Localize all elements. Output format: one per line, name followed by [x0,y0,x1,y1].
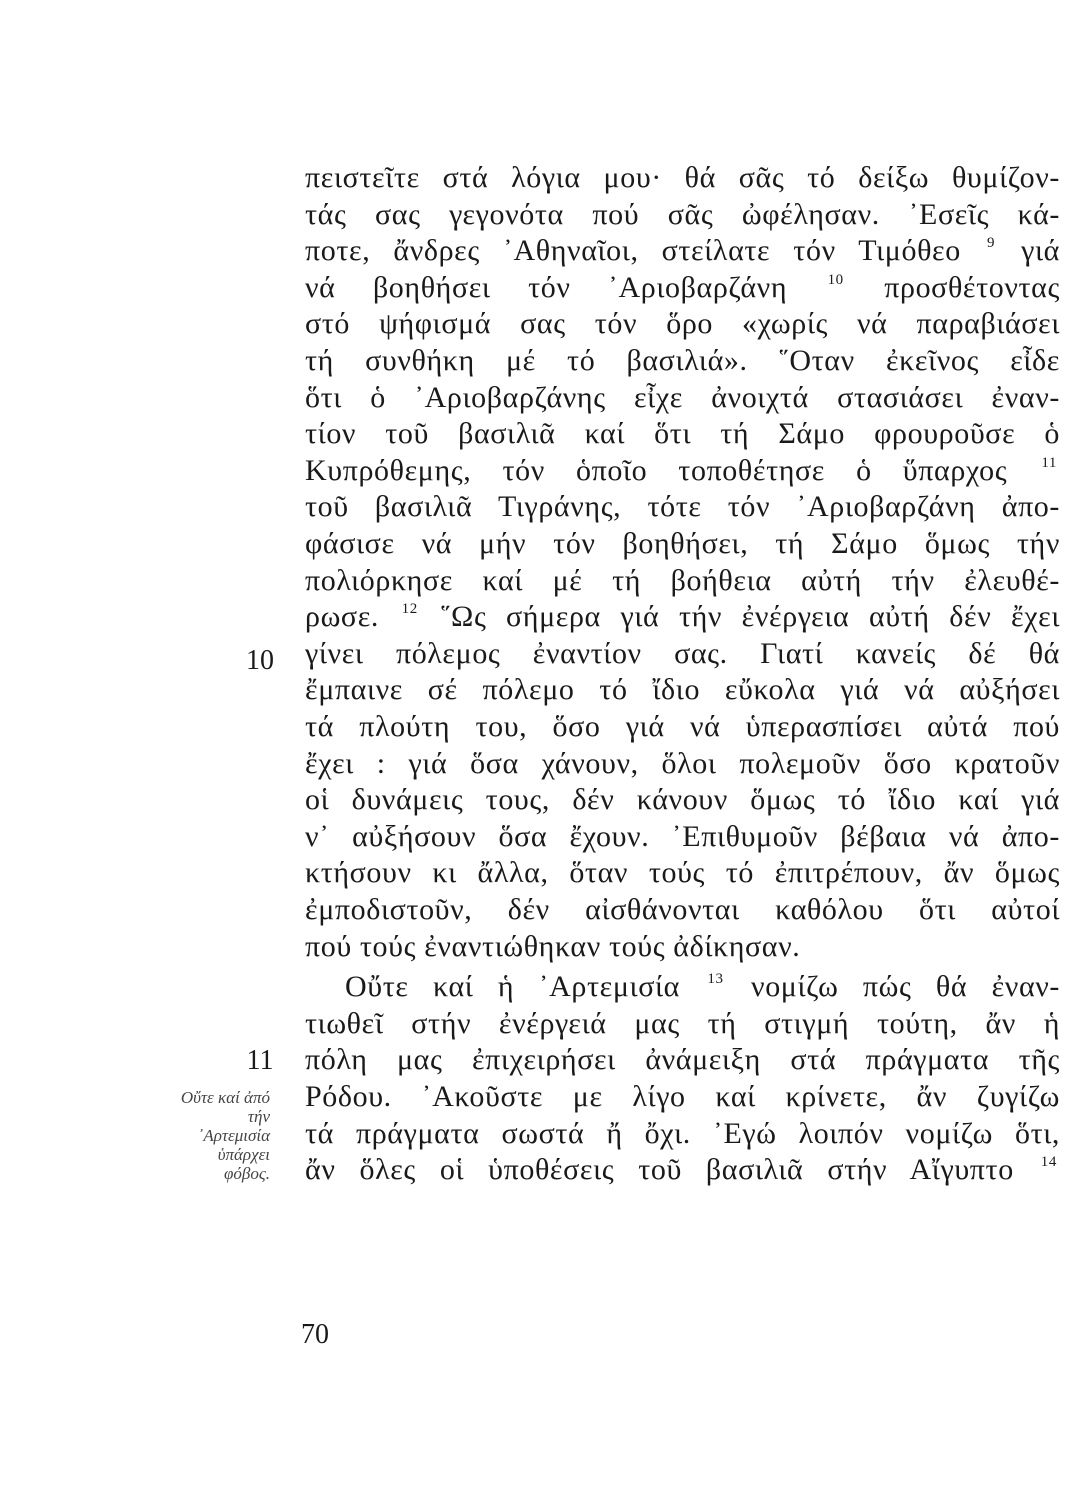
text-segment: προσθέτοντας [884,270,1060,304]
text-segment: νομίζω πώς θά ἐναν- [751,970,1061,1004]
text-segment: τιωθεῖ στήν ἐνέργειά μας τή στιγμή τούτη, ἄν ἡ [305,1006,1060,1040]
text-line [305,416,1060,452]
text-line [305,489,1060,525]
side-note-line: ᾿Αρτεμισία [197,1126,270,1145]
text-line [305,1079,1060,1115]
text-segment: πειστεῖτε στά λόγια μου· θά σᾶς τό δείξω θυμίζον- [305,161,1060,194]
text-segment: ἔμπαινε σέ πόλεμο τό ἴδιο εὔκολα γιά νά αὐξήσει [305,673,1060,707]
text-segment: γιά [1021,234,1060,268]
text-segment: οἱ δυνάμεις τους, δέν κάνουν ὅμως τό ἴδιο καί γιά [305,783,1060,817]
text-line [305,709,1060,745]
footnote-reference: 13 [707,971,724,988]
footnote-reference: 11 [1041,454,1057,471]
text-line [305,636,1060,672]
text-line [305,563,1060,599]
text-line [305,453,1060,489]
text-segment: κτήσουν κι ἄλλα, ὅταν τούς τό ἐπιτρέπουν, ἄν ὅμως [305,856,1060,890]
text-line [305,233,1060,269]
text-segment: ἐμποδιστοῦν, δέν αἰσθάνονται καθόλου ὅτι αὐτοί [305,893,1060,926]
side-note-line: Οὔτε καί ἀπό [180,1088,270,1107]
footnote-reference: 12 [401,601,418,618]
text-segment: Ρόδου. ᾿Ακοῦστε με λίγο καί κρίνετε, ἄν ζυγίζω [305,1080,1060,1113]
text-line [305,782,1060,818]
side-note [118,1088,270,1183]
text-line [305,599,1060,635]
text-segment: τά πλούτη του, ὅσο γιά νά ὑπερασπίσει αὐτά πού [305,710,1060,743]
text-line [305,380,1060,416]
text-segment: πολιόρκησε καί μέ τή βοήθεια αὐτή τήν ἐλευθέ- [305,563,1060,597]
text-segment: Οὔτε καί ἡ ᾿Αρτεμισία [345,970,680,1004]
text-segment: γίνει πόλεμος ἐναντίον σας. Γιατί κανείς δέ θά [305,636,1060,670]
text-segment: ἄν ὅλες οἱ ὑποθέσεις τοῦ βασιλιᾶ στήν Αἴγυπτο [305,1153,1014,1187]
text-line [305,1042,1060,1078]
text-segment: πού τούς ἐναντιώθηκαν τούς ἀδίκησαν. [305,929,801,963]
text-line [305,526,1060,562]
text-segment: ἔχει : γιά ὅσα χάνουν, ὅλοι πολεμοῦν ὅσο κρατοῦν [305,746,1060,780]
text-line [305,892,1060,928]
text-segment: τάς σας γεγονότα πού σᾶς ὠφέλησαν. ᾿Εσεῖς κά- [305,197,1060,231]
text-segment: ὅτι ὁ ᾿Αριοβαρζάνης εἶχε ἀνοιχτά στασιάσει ἐναν- [305,380,1060,414]
text-line [305,929,1060,965]
text-line [305,306,1060,342]
text-segment: ῞Ως σήμερα γιά τήν ἐνέργεια αὐτή δέν ἔχει [440,600,1060,634]
text-segment: πόλη μας ἐπιχειρήσει ἀνάμειξη στά πράγματα τῆς [305,1043,1060,1077]
text-line [305,270,1060,306]
text-segment: τίον τοῦ βασιλιᾶ καί ὅτι τή Σάμο φρουροῦσε ὁ [305,417,1060,451]
text-line [305,1152,1060,1188]
text-segment: ν᾿ αὐξήσουν ὅσα ἔχουν. ᾿Επιθυμοῦν βέβαια νά ἀπο- [305,819,1060,853]
text-segment: ποτε, ἄνδρες ᾿Αθηναῖοι, στείλατε τόν Τιμόθεο [305,234,961,268]
text-line [305,197,1060,233]
text-segment: στό ψήφισμά σας τόν ὅρο «χωρίς νά παραβιάσει [305,307,1060,341]
page-number: 70 [301,1319,329,1350]
text-segment: τή συνθήκη μέ τό βασιλιά». ῞Οταν ἐκεῖνος εἶδε [305,344,1060,377]
text-segment: τοῦ βασιλιᾶ Τιγράνης, τότε τόν ᾿Αριοβαρζάνη ἀπο- [305,490,1060,524]
text-line [305,855,1060,891]
text-line [305,343,1060,379]
side-note-line: φόβος. [223,1164,270,1183]
text-segment: τά πράγματα σωστά ἤ ὄχι. ᾿Εγώ λοιπόν νομίζω ὅτι, [305,1116,1060,1150]
text-segment: Κυπρόθεμης, τόν ὁποῖο τοποθέτησε ὁ ὕπαρχος [305,453,1008,487]
text-line [305,160,1060,196]
text-segment: φάσισε νά μήν τόν βοηθήσει, τή Σάμο ὅμως τήν [305,527,1060,560]
side-note-line: ὑπάρχει [217,1145,270,1164]
text-line [305,819,1060,855]
text-line [305,1116,1060,1152]
text-line [305,746,1060,782]
text-line [305,672,1060,708]
margin-section-number: 10 [246,645,274,676]
side-note-line: τήν [247,1107,270,1126]
text-segment: ρωσε. [305,600,379,634]
text-segment: νά βοηθήσει τόν ᾿Αριοβαρζάνη [305,270,788,304]
footnote-reference: 14 [1040,1154,1057,1171]
text-line [305,1006,1060,1042]
footnote-reference: 10 [827,271,844,288]
footnote-reference: 9 [986,235,996,252]
text-line [345,969,1060,1005]
margin-section-number: 11 [246,1045,274,1076]
